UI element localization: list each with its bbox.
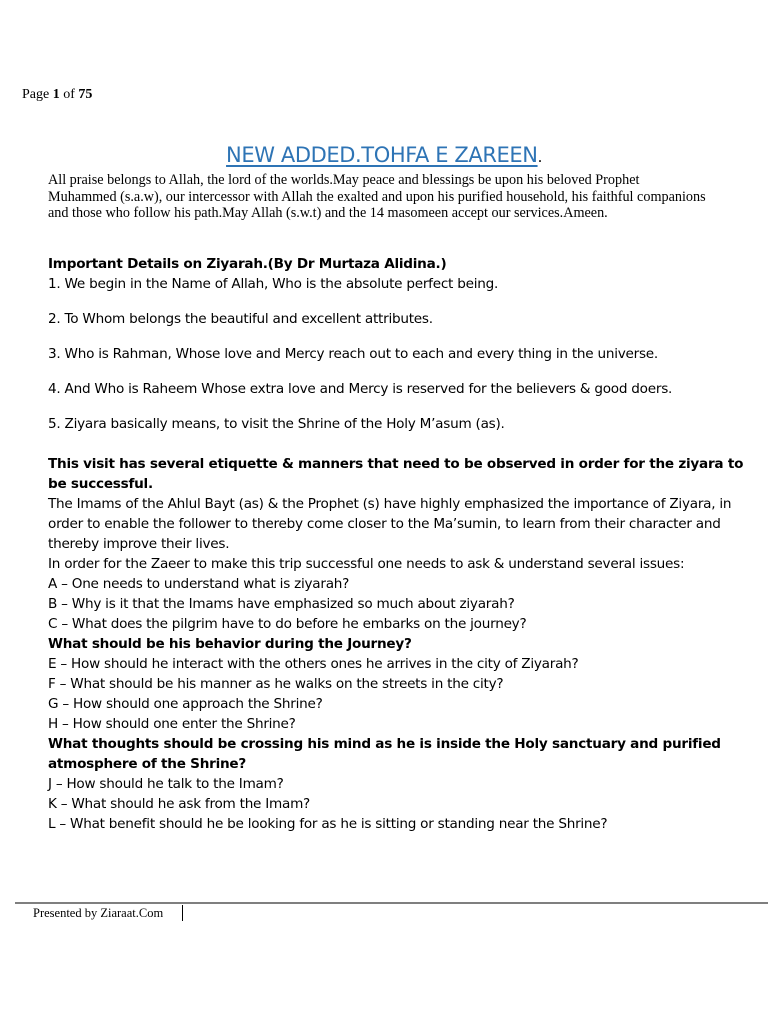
question-b: B – Why is it that the Imams have emphasized so much about ziyarah? [48,596,515,612]
page-current: 1 [52,87,60,102]
question-a: A – One needs to understand what is ziyarah? [48,576,350,592]
question-e: E – How should he interact with the others ones he arrives in the city of Ziyarah? [48,656,579,672]
page-of: of [59,87,79,102]
footer-divider [15,902,768,904]
document-title [0,143,768,167]
question-g: G – How should one approach the Shrine? [48,696,323,712]
thoughts-heading: What thoughts should be crossing his mind as he is inside the Holy sanctuary and purified atmosphere of the Shrine? [48,736,721,772]
importance-paragraph: The Imams of the Ahlul Bayt (as) & the Prophet (s) have highly emphasized the importance of Ziyara, in order to enable the follower to thereby come closer to the Ma’sumin, to learn from their character and thereby improve their lives. [48,496,732,552]
document-body [48,254,748,834]
etiquette-heading: This visit has several etiquette & manners that need to be observed in order for the ziyara to be successful. [48,456,744,492]
point-3: 3. Who is Rahman, Whose love and Mercy reach out to each and every thing in the universe. [48,346,658,362]
question-l: L – What benefit should he be looking for as he is sitting or standing near the Shrine? [48,816,608,832]
page-prefix: Page [22,87,53,102]
point-5: 5. Ziyara basically means, to visit the Shrine of the Holy M’asum (as). [48,416,505,432]
footer-text: Presented by Ziaraat.Com [33,906,164,920]
question-f: F – What should be his manner as he walks on the streets in the city? [48,676,504,692]
point-4: 4. And Who is Raheem Whose extra love and Mercy is reserved for the believers & good doers. [48,381,673,397]
question-h: H – How should one enter the Shrine? [48,716,296,732]
intro-paragraph: All praise belongs to Allah, the lord of the worlds.May peace and blessings be upon his beloved Prophet Muhammed (s.a.w), our intercessor with Allah the exalted and upon his purified household, his faithful companions and those who follow his path.May Allah (s.w.t) and the 14 masomeen accept our services.Ameen. [48,172,706,222]
title-text: NEW ADDED.TOHFA E ZAREEN [226,143,538,167]
question-c: C – What does the pilgrim have to do before he embarks on the journey? [48,616,527,632]
journey-heading: What should be his behavior during the Journey? [48,636,412,652]
point-1: 1. We begin in the Name of Allah, Who is the absolute perfect being. [48,276,499,292]
subheading: Important Details on Ziyarah.(By Dr Murtaza Alidina.) [48,256,447,272]
point-2: 2. To Whom belongs the beautiful and excellent attributes. [48,311,433,327]
question-j: J – How should he talk to the Imam? [48,776,284,792]
question-k: K – What should he ask from the Imam? [48,796,311,812]
page-total: 75 [78,87,93,102]
issues-paragraph: In order for the Zaeer to make this trip successful one needs to ask & understand several issues: [48,556,685,572]
page-number [22,87,92,103]
title-period: . [537,148,542,166]
footer-separator [182,905,183,921]
